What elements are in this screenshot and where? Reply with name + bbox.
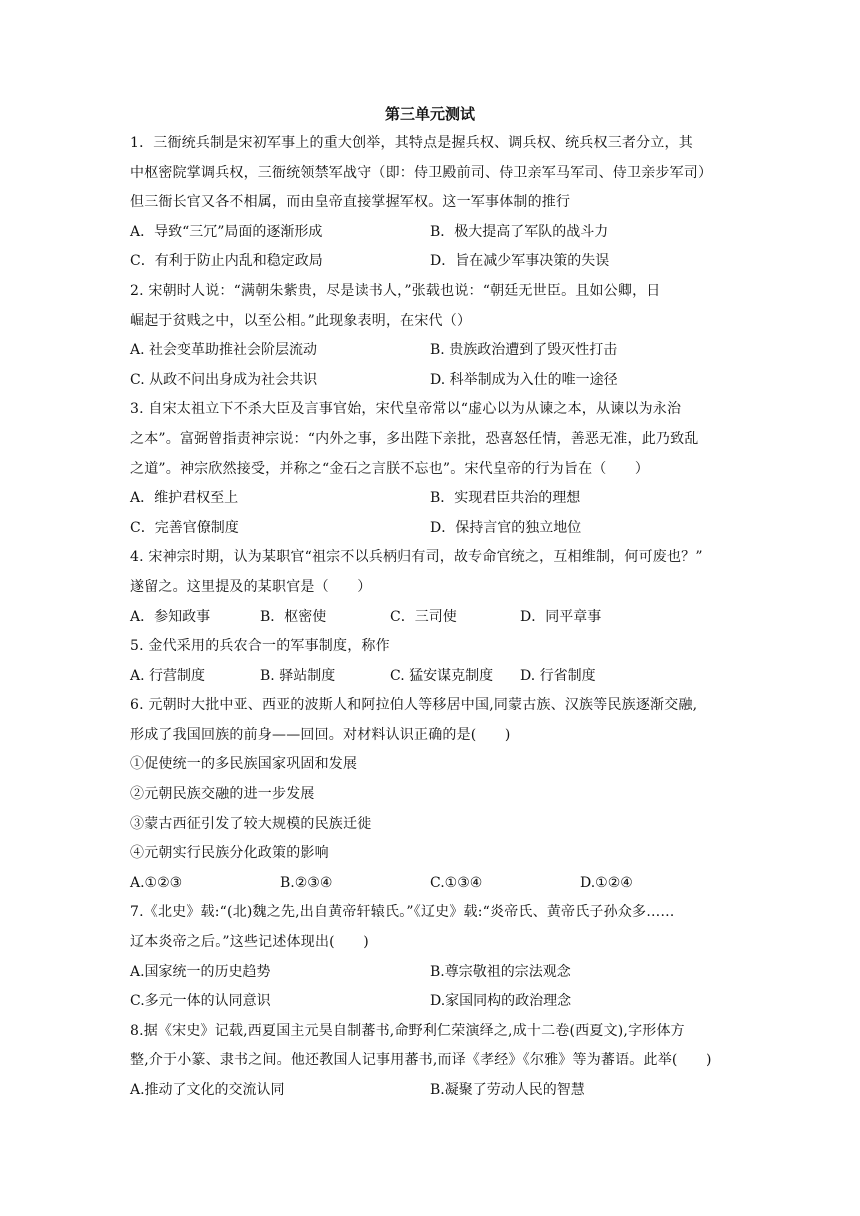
- question-1: [130, 129, 730, 277]
- answer-option[interactable]: C．完善官僚制度: [130, 519, 239, 536]
- option-row: [130, 336, 730, 366]
- answer-option[interactable]: B．枢密使: [260, 608, 327, 625]
- answer-option[interactable]: B．极大提高了军队的战斗力: [430, 223, 609, 240]
- question-text-line: 之本”。富弼曾指责神宗说：“内外之事，多出陛下亲批，恐喜怒任情，善恶无准，此乃致乱: [130, 430, 699, 447]
- question-text-line: 辽本炎帝之后。”这些记述体现出( ): [130, 934, 369, 951]
- answer-option[interactable]: B. 驿站制度: [260, 667, 336, 684]
- question-text-line: 崛起于贫贱之中，以至公相。”此现象表明，在宋代（）: [130, 312, 472, 329]
- option-row: [130, 958, 730, 988]
- question-5: [130, 632, 730, 691]
- question-text-line: 3. 自宋太祖立下不杀大臣及言事官始，宋代皇帝常以“虚心以为从谏之本，从谏以为永治: [130, 401, 682, 418]
- answer-option[interactable]: A. 社会变革助推社会阶层流动: [130, 342, 318, 359]
- question-text-line: 1．三衙统兵制是宋初军事上的重大创举，其特点是握兵权、调兵权、统兵权三者分立，其: [130, 135, 693, 151]
- question-8: [130, 1017, 730, 1106]
- question-text-line: 形成了我国回族的前身——回回。对材料认识正确的是( ): [130, 726, 511, 743]
- answer-option[interactable]: D．保持言官的独立地位: [430, 519, 582, 536]
- question-list: [130, 129, 730, 1106]
- answer-option[interactable]: C.①③④: [430, 874, 483, 891]
- answer-option[interactable]: C.多元一体的认同意识: [130, 993, 271, 1010]
- answer-option[interactable]: A．参知政事: [130, 608, 211, 625]
- question-text-line: 中枢密院掌调兵权，三衙统领禁军战守（即：侍卫殿前司、侍卫亲军马军司、侍卫亲步军司）: [130, 164, 713, 181]
- exam-page: [130, 100, 730, 1106]
- option-row: [130, 603, 730, 633]
- question-text-line: 8.据《宋史》记载,西夏国主元昊自制蕃书,命野利仁荣演绎之,成十二卷(西夏文),字形体方: [130, 1022, 685, 1039]
- answer-option[interactable]: A.推动了文化的交流认同: [130, 1082, 285, 1098]
- question-text-line: 5. 金代采用的兵农合一的军事制度，称作: [130, 638, 390, 655]
- question-2: [130, 277, 730, 395]
- option-row: [130, 1076, 730, 1106]
- question-text-line: 2. 宋朝时人说：“满朝朱紫贵，尽是读书人，”张载也说：“朝廷无世臣。且如公卿，日: [130, 282, 661, 299]
- answer-option[interactable]: B.凝聚了劳动人民的智慧: [430, 1082, 585, 1098]
- question-text-line: 6. 元朝时大批中亚、西亚的波斯人和阿拉伯人等移居中国,同蒙古族、汉族等民族逐渐交融,: [130, 697, 698, 714]
- question-6: [130, 691, 730, 898]
- answer-option[interactable]: D．同平章事: [520, 608, 602, 625]
- answer-option[interactable]: B．实现君臣共治的理想: [430, 490, 581, 507]
- answer-option[interactable]: A.国家统一的历史趋势: [130, 963, 271, 980]
- question-text-line: 4. 宋神宗时期，认为某职官“祖宗不以兵柄归有司，故专命官统之，互相维制，何可废也？”: [130, 549, 703, 566]
- question-text-line: ②元朝民族交融的进一步发展: [130, 786, 315, 803]
- answer-option[interactable]: D. 行省制度: [520, 667, 596, 684]
- answer-option[interactable]: A．维护君权至上: [130, 490, 239, 507]
- answer-option[interactable]: D.①②④: [580, 874, 633, 891]
- option-row: [130, 869, 730, 899]
- option-row: [130, 218, 730, 248]
- answer-option[interactable]: B. 贵族政治遭到了毁灭性打击: [430, 342, 618, 359]
- question-text-line: 整,介于小篆、隶书之间。他还教国人记事用蕃书,而译《孝经》《尔雅》等为蕃语。此举( ): [130, 1052, 712, 1069]
- answer-option[interactable]: D．旨在减少军事决策的失误: [430, 253, 610, 270]
- question-3: [130, 395, 730, 543]
- question-text-line: 但三衙长官又各不相属，而由皇帝直接掌握军权。这一军事体制的推行: [130, 194, 571, 211]
- question-text-line: ④元朝实行民族分化政策的影响: [130, 845, 329, 862]
- answer-option[interactable]: C. 猛安谋克制度: [390, 667, 494, 684]
- answer-option[interactable]: B.②③④: [280, 874, 333, 891]
- question-4: [130, 543, 730, 632]
- answer-option[interactable]: C. 从政不问出身成为社会共识: [130, 371, 318, 388]
- answer-option[interactable]: B.尊宗敬祖的宗法观念: [430, 963, 571, 980]
- option-row: [130, 366, 730, 396]
- question-7: [130, 898, 730, 1016]
- question-text-line: 之道”。神宗欣然接受，并称之“金石之言朕不忘也”。宋代皇帝的行为旨在（ ）: [130, 460, 650, 477]
- option-row: [130, 987, 730, 1017]
- answer-option[interactable]: D.家国同构的政治理念: [430, 993, 572, 1010]
- question-text-line: 遂留之。这里提及的某职官是（ ）: [130, 578, 372, 595]
- option-row: [130, 662, 730, 692]
- option-row: [130, 514, 730, 544]
- answer-option[interactable]: D. 科举制成为入仕的唯一途径: [430, 371, 618, 388]
- page-title: 第三单元测试: [384, 105, 475, 123]
- option-row: [130, 484, 730, 514]
- option-row: [130, 247, 730, 277]
- answer-option[interactable]: A．导致“三冗”局面的逐渐形成: [130, 223, 323, 240]
- question-text-line: ①促使统一的多民族国家巩固和发展: [130, 756, 358, 773]
- answer-option[interactable]: C．三司使: [390, 608, 457, 625]
- answer-option[interactable]: A.①②③: [130, 874, 183, 891]
- question-text-line: ③蒙古西征引发了较大规模的民族迁徙: [130, 815, 372, 832]
- answer-option[interactable]: C．有利于防止内乱和稳定政局: [130, 253, 323, 270]
- answer-option[interactable]: A. 行营制度: [130, 667, 206, 684]
- question-text-line: 7.《北史》载:“(北)魏之先,出自黄帝轩辕氏。”《辽史》载:“炎帝氏、黄帝氏子孙众多……: [130, 904, 675, 921]
